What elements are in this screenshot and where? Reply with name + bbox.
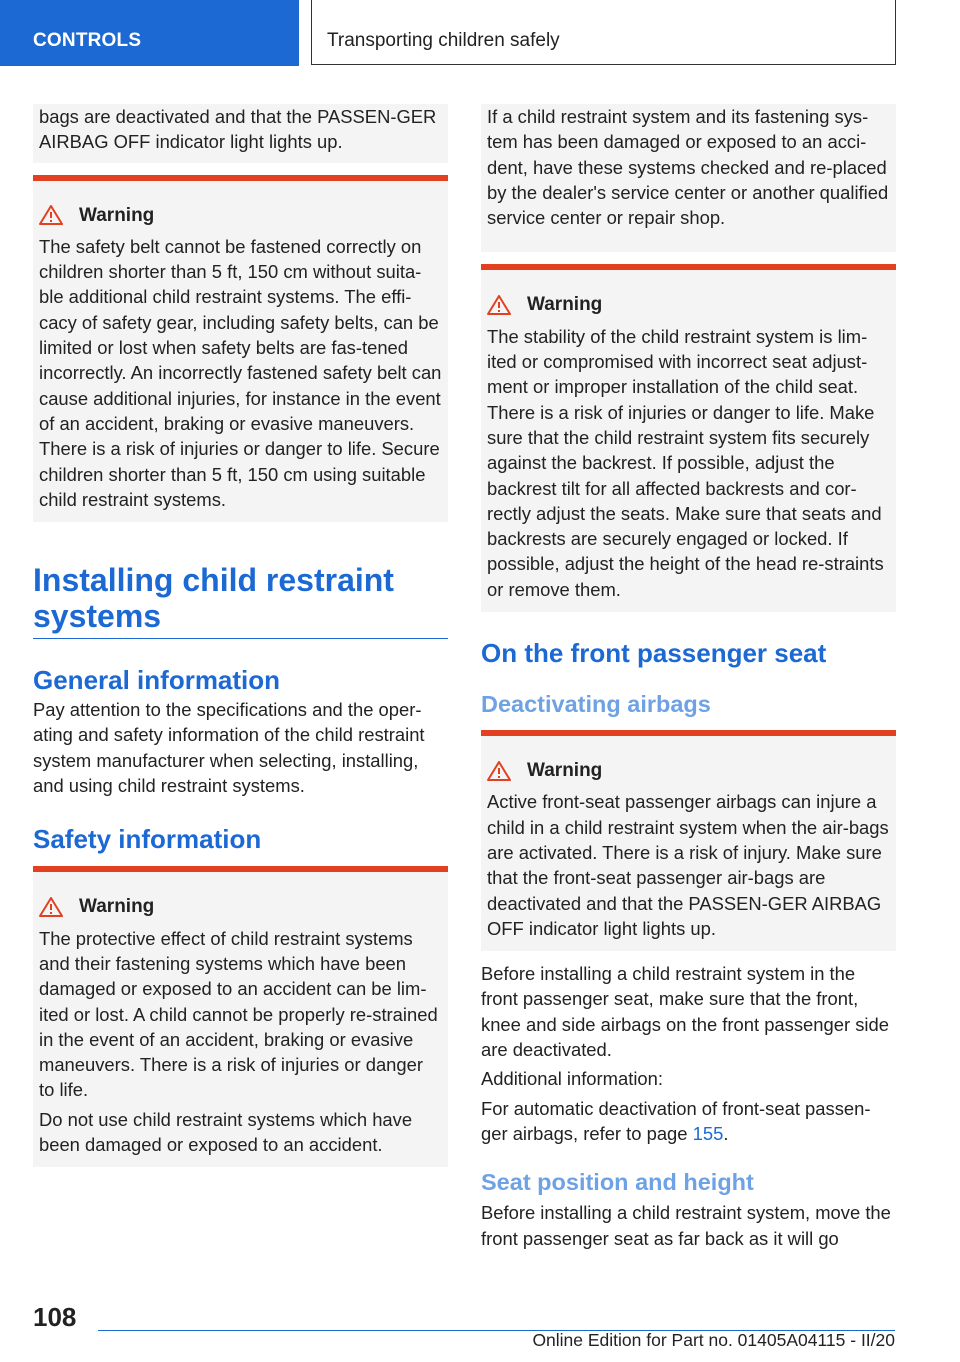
warning-box xyxy=(481,730,896,951)
warning-text: The protective effect of child restraint systems and their fastening systems which have been damaged or exposed to an accident can be lim-ited or lost. A child cannot be properly re-strained in the event of an accident, braking or evasive maneuvers. There is a risk of injuries or danger to life. xyxy=(39,927,438,1101)
sub-subsection-heading: Seat position and height xyxy=(481,1169,754,1196)
warning-triangle-icon xyxy=(487,761,511,781)
sub-subsection-heading: Deactivating airbags xyxy=(481,691,711,718)
body-text: Before installing a child restraint system, move the front passenger seat as far back as it will go xyxy=(481,1202,891,1249)
warning-title: Warning xyxy=(79,204,155,226)
edition-text: Online Edition for Part no. 01405A04115 - II/20 xyxy=(532,1330,895,1350)
warning-triangle-icon xyxy=(39,205,63,225)
section-tab xyxy=(0,0,299,66)
page-number: 108 xyxy=(33,1302,77,1332)
body-text xyxy=(481,1096,896,1147)
section-title: CONTROLS xyxy=(33,30,142,51)
continued-note xyxy=(33,104,448,163)
warning-title: Warning xyxy=(79,896,155,918)
continued-text: bags are deactivated and that the PASSEN-GER AIRBAG OFF indicator light lights up. xyxy=(39,106,437,153)
warning-title: Warning xyxy=(527,760,603,782)
right-column xyxy=(481,104,896,1251)
chapter-title: Transporting children safely xyxy=(327,30,560,51)
warning-box xyxy=(481,264,896,612)
section-heading: Installing child restraint systems xyxy=(33,562,448,639)
warning-triangle-icon xyxy=(487,295,511,315)
warning-text: The stability of the child restraint system is lim-ited or compromised with incorrect seat adjust-ment or improper installation of the child seat. There is a risk of injuries or danger to life. Make sure that the child restraint system fits securely against the backrest. If possible, adjust the backrest tilt for all affected backrests and cor-rectly adjust the seats. Make sure that seats and backrests are securely engaged or locked. If possible, adjust the height of the head re-straints or remove them. xyxy=(487,325,884,600)
warning-title: Warning xyxy=(527,294,603,316)
warning-text: Active front-seat passenger airbags can injure a child in a child restraint system when the air-bags are activated. There is a risk of injury. Make sure that the front-seat passenger air-bags are deactivated and that the PASSEN-GER AIRBAG OFF indicator light lights up. xyxy=(487,791,889,939)
period: . xyxy=(723,1122,729,1144)
body-text: Before installing a child restraint system in the front passenger seat, make sure that the front, knee and side airbags on the front passenger side are deactivated. xyxy=(481,963,889,1061)
warning-box xyxy=(33,866,448,1167)
warning-triangle-icon xyxy=(39,897,63,917)
page-reference-link[interactable]: 155 xyxy=(692,1122,724,1144)
general-information-text: Pay attention to the specifications and the oper-ating and safety information of the child restraint system manufacturer when selecting, installing, and using child restraint systems. xyxy=(33,699,425,797)
subsection-heading: General information xyxy=(33,665,281,696)
continued-text: If a child restraint system and its fastening sys-tem has been damaged or exposed to an acci-dent, have these systems checked and re-placed by the dealer's service center or another qualified service center or repair shop. xyxy=(487,106,889,229)
warning-box xyxy=(33,175,448,523)
left-column xyxy=(33,104,448,1167)
warning-text: The safety belt cannot be fastened correctly on children shorter than 5 ft, 150 cm without suita-ble additional child restraint systems. The effi-cacy of safety gear, including safety belts, can be limited or lost when safety belts are fas-tened incorrectly. An incorrectly fastened safety belt can cause additional injuries, for instance in the event of an accident, braking or evasive maneuvers. There is a risk of injuries or danger to life. Secure children shorter than 5 ft, 150 cm using suitable child restraint systems. xyxy=(39,235,442,510)
automatic-deactivation-text: For automatic deactivation of front-seat passen-ger airbags, refer to page xyxy=(481,1097,871,1144)
subsection-heading: On the front passenger seat xyxy=(481,638,827,669)
subsection-heading: Safety information xyxy=(33,824,262,855)
chapter-header xyxy=(311,0,896,65)
warning-text: Do not use child restraint systems which have been damaged or exposed to an accident. xyxy=(39,1108,413,1156)
body-text: Additional information: xyxy=(481,1068,663,1090)
continued-note xyxy=(481,104,896,252)
